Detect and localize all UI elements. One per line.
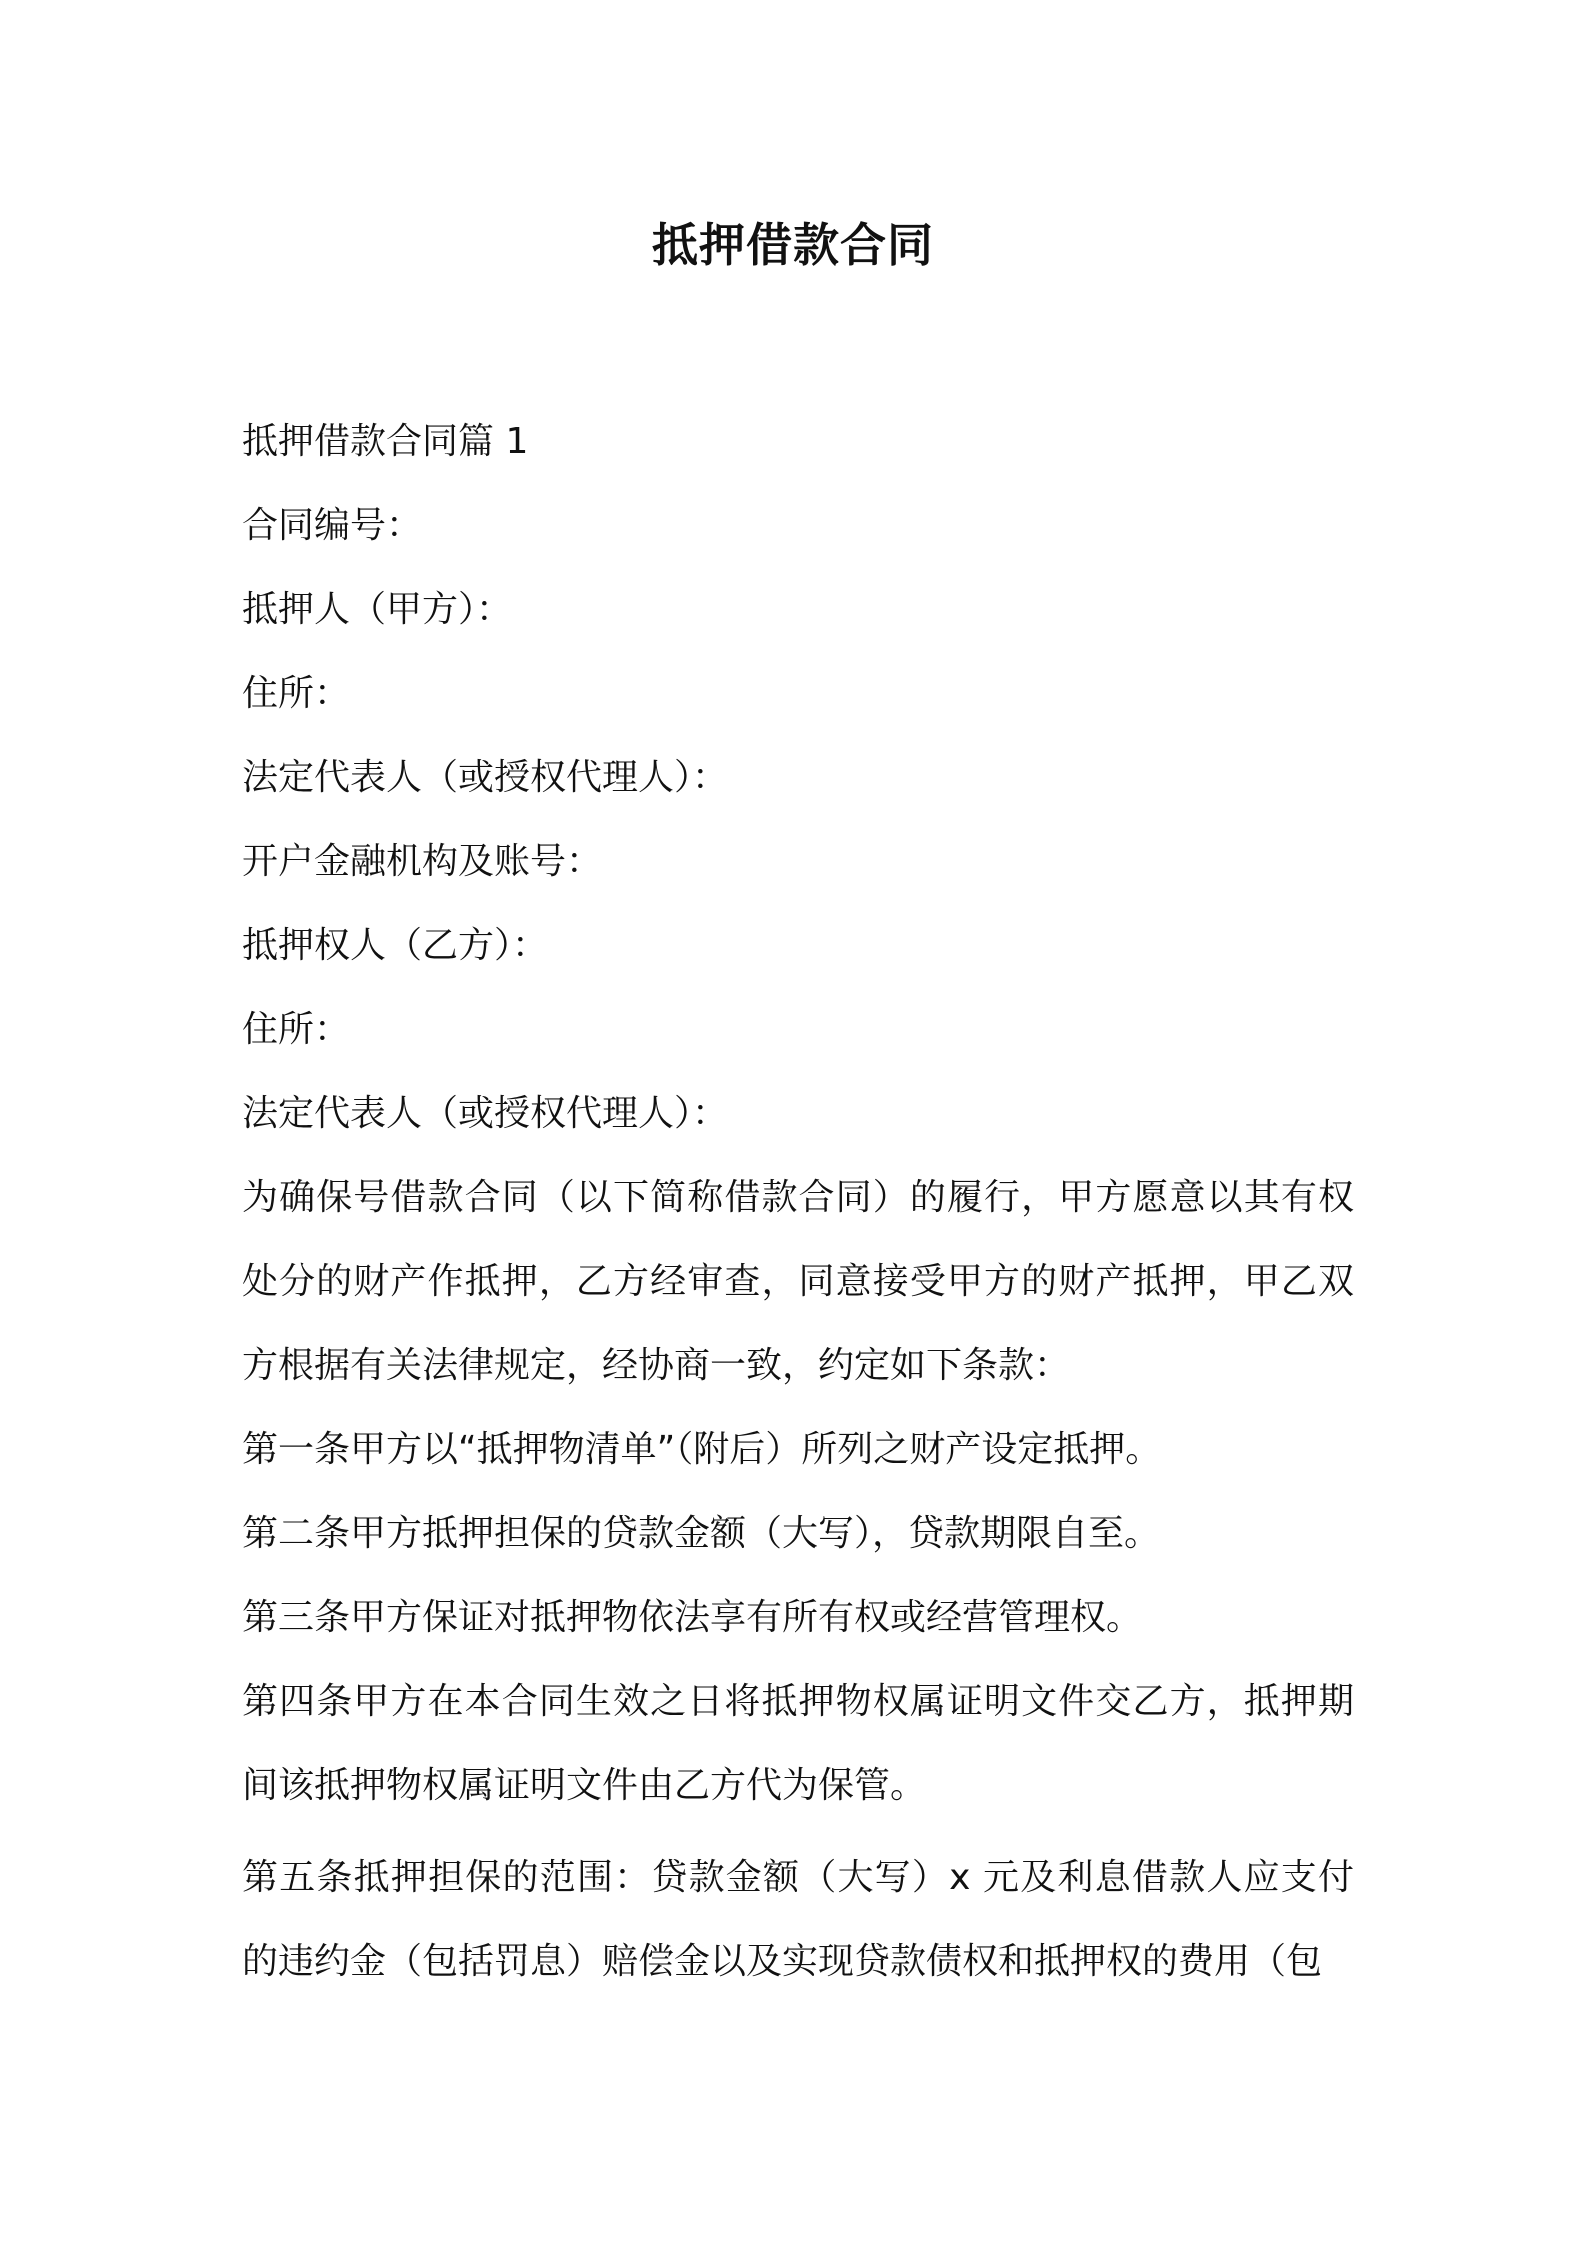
- field-mortgagee-address: 住所：: [242, 1009, 351, 1050]
- field-mortgagor: 抵押人（甲方）：: [242, 589, 513, 630]
- field-mortgagor-address: 住所：: [242, 673, 351, 714]
- article-1: 第一条甲方以“抵押物清单”（附后）所列之财产设定抵押。: [242, 1429, 1162, 1470]
- document-body: [242, 400, 1354, 2004]
- article-3: 第三条甲方保证对抵押物依法享有所有权或经营管理权。: [242, 1597, 1143, 1638]
- document-title: 抵押借款合同: [652, 218, 934, 272]
- field-mortgagor-representative: 法定代表人（或授权代理人）：: [242, 757, 729, 798]
- article-2: 第二条甲方抵押担保的贷款金额（大写），贷款期限自至。: [242, 1513, 1161, 1554]
- field-mortgagee-representative: 法定代表人（或授权代理人）：: [242, 1093, 729, 1134]
- preamble-paragraph: 为确保号借款合同（以下简称借款合同）的履行，甲方愿意以其有权处分的财产作抵押，乙方经审查，同意接受甲方的财产抵押，甲乙双方根据有关法律规定，经协商一致，约定如下条款：: [242, 1177, 1354, 1386]
- field-mortgagee: 抵押权人（乙方）：: [242, 925, 549, 966]
- section-heading: 抵押借款合同篇 1: [242, 421, 529, 462]
- article-4: 第四条甲方在本合同生效之日将抵押物权属证明文件交乙方，抵押期间该抵押物权属证明文件由乙方代为保管。: [242, 1681, 1354, 1806]
- field-contract-number: 合同编号：: [242, 505, 423, 546]
- field-bank-account: 开户金融机构及账号：: [242, 841, 603, 882]
- article-5: 第五条抵押担保的范围：贷款金额（大写）x 元及利息借款人应支付的违约金（包括罚息）赔偿金以及实现贷款债权和抵押权的费用（包: [242, 1857, 1354, 1982]
